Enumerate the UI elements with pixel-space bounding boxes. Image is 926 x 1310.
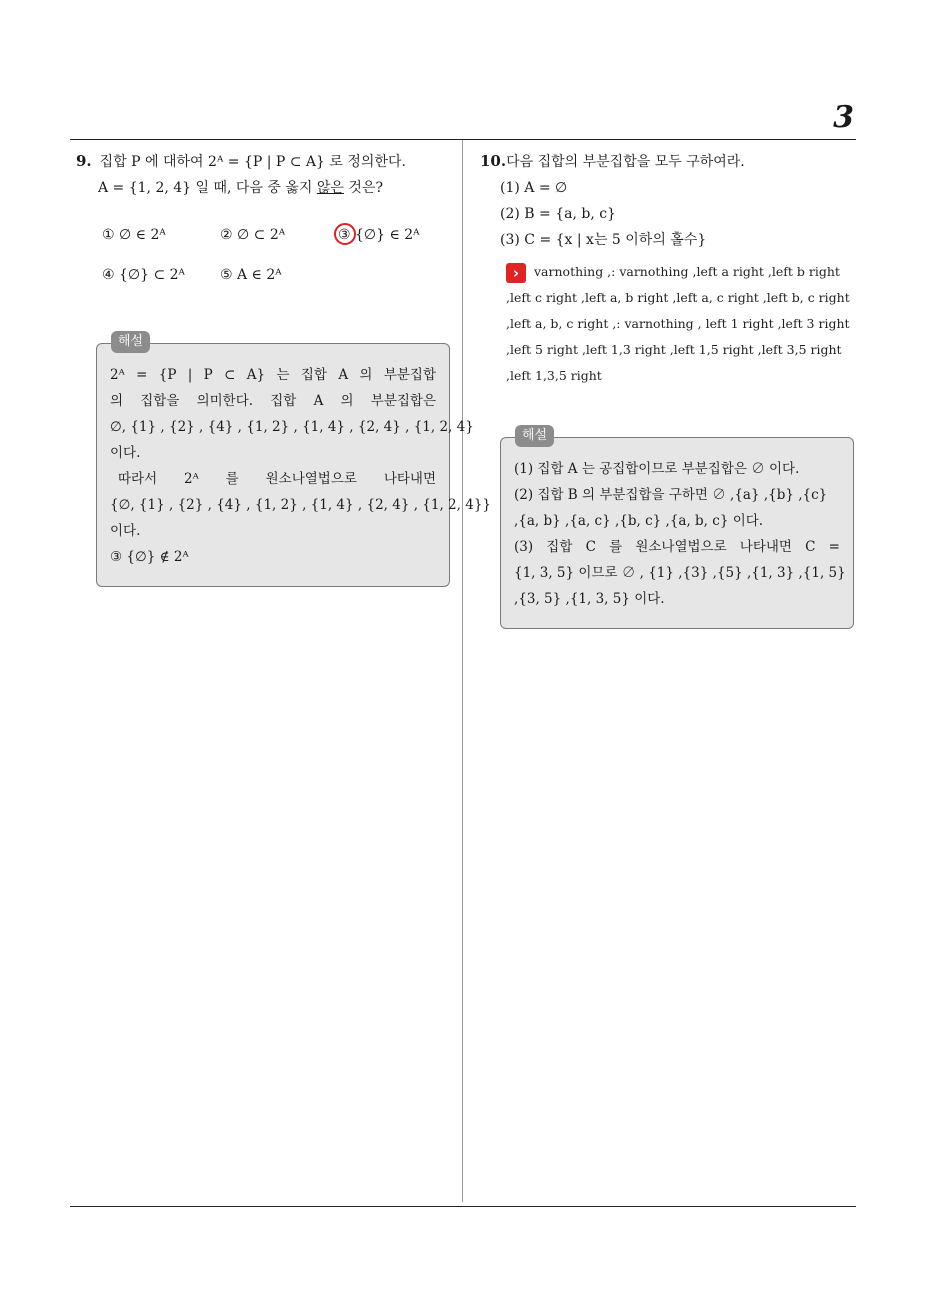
question-text: 다음 집합의 부분집합을 모두 구하여라. xyxy=(506,154,745,170)
question-9-stem xyxy=(76,148,456,175)
answer-line: ,left 5 right ,left 1,3 right ,left 1,5 right ,left 3,5 right xyxy=(506,342,842,357)
answer-line: ,left a, b, c right ,: varnothing , left 1 right ,left 3 right xyxy=(506,316,850,331)
explanation-line: {∅, {1} , {2} , {4} , {1, 2} , {1, 4} , {2, 4} , {1, 2, 4}} xyxy=(110,497,491,513)
explanation-line: 의 집합을 의미한다. 집합 A 의 부분집합은 xyxy=(110,393,436,409)
chevron-right-icon: › xyxy=(506,263,526,283)
explanation-box-9 xyxy=(96,334,491,587)
sub-question-list xyxy=(480,175,860,253)
explanation-box-10 xyxy=(500,428,854,629)
answer-text-block xyxy=(506,259,860,389)
choice-label: ③ {∅} ∈ 2ᴬ xyxy=(338,227,420,243)
question-10-stem xyxy=(480,148,860,175)
question-text: 집합 P 에 대하여 2ᴬ = {P | P ⊂ A} 로 정의한다. xyxy=(99,154,406,170)
explanation-line: (2) 집합 B 의 부분집합을 구하면 ∅ ,{a} ,{b} ,{c} xyxy=(514,487,828,503)
answer-line: varnothing ,: varnothing ,left a right ,left b right xyxy=(534,264,840,279)
explanation-line: 따라서 2ᴬ 를 원소나열법으로 나타내면 xyxy=(118,471,436,487)
choice-5[interactable]: ⑤ A ∈ 2ᴬ xyxy=(220,267,282,283)
question-10-column xyxy=(480,148,860,629)
sub-question: (2) B = {a, b, c} xyxy=(500,206,616,222)
header-rule xyxy=(70,139,856,140)
question-number: 10. xyxy=(480,152,507,170)
explanation-tag: 해설 xyxy=(111,331,150,353)
explanation-line: {1, 3, 5} 이므로 ∅ , {1} ,{3} ,{5} ,{1, 3} ,{1, 5} xyxy=(514,565,846,581)
answer-line: ,left c right ,left a, b right ,left a, c right ,left b, c right xyxy=(506,290,850,305)
question-number: 9. xyxy=(76,152,92,170)
question-text: 것은? xyxy=(343,180,383,196)
explanation-line: ∅, {1} , {2} , {4} , {1, 2} , {1, 4} , {2, 4} , {1, 2, 4} xyxy=(110,419,474,435)
explanation-line: ,{a, b} ,{a, c} ,{b, c} ,{a, b, c} 이다. xyxy=(514,513,764,529)
choice-3[interactable] xyxy=(338,227,456,243)
sub-question: (1) A = ∅ xyxy=(500,180,568,196)
explanation-line: 2ᴬ = {P | P ⊂ A} 는 집합 A 의 부분집합 xyxy=(110,367,436,383)
explanation-line: 이다. xyxy=(110,445,141,461)
sub-question: (3) C = {x | x는 5 이하의 홀수} xyxy=(500,232,707,248)
explanation-line: ③ {∅} ∉ 2ᴬ xyxy=(110,549,189,565)
selected-answer-circle xyxy=(334,223,356,245)
explanation-line: ,{3, 5} ,{1, 3, 5} 이다. xyxy=(514,591,665,607)
choice-4[interactable]: ④ {∅} ⊂ 2ᴬ xyxy=(102,267,185,283)
question-text-line2 xyxy=(76,175,456,201)
explanation-line: 이다. xyxy=(110,523,141,539)
choice-2[interactable]: ② ∅ ⊂ 2ᴬ xyxy=(220,227,286,243)
answer-choices xyxy=(76,215,456,295)
explanation-line: (1) 집합 A 는 공집합이므로 부분집합은 ∅ 이다. xyxy=(514,461,800,477)
explanation-line: (3) 집합 C 를 원소나열법으로 나타내면 C = xyxy=(514,539,840,555)
column-divider xyxy=(462,140,463,1202)
emphasis-word: 않은 xyxy=(316,180,344,196)
page-number: 3 xyxy=(833,100,854,135)
footer-rule xyxy=(70,1206,856,1207)
choice-1[interactable]: ① ∅ ∈ 2ᴬ xyxy=(102,227,166,243)
answer-line: ,left 1,3,5 right xyxy=(506,368,602,383)
question-9-column xyxy=(76,148,491,587)
explanation-tag: 해설 xyxy=(515,425,554,447)
question-text: A = {1, 2, 4} 일 때, 다음 중 옳지 xyxy=(98,180,317,196)
